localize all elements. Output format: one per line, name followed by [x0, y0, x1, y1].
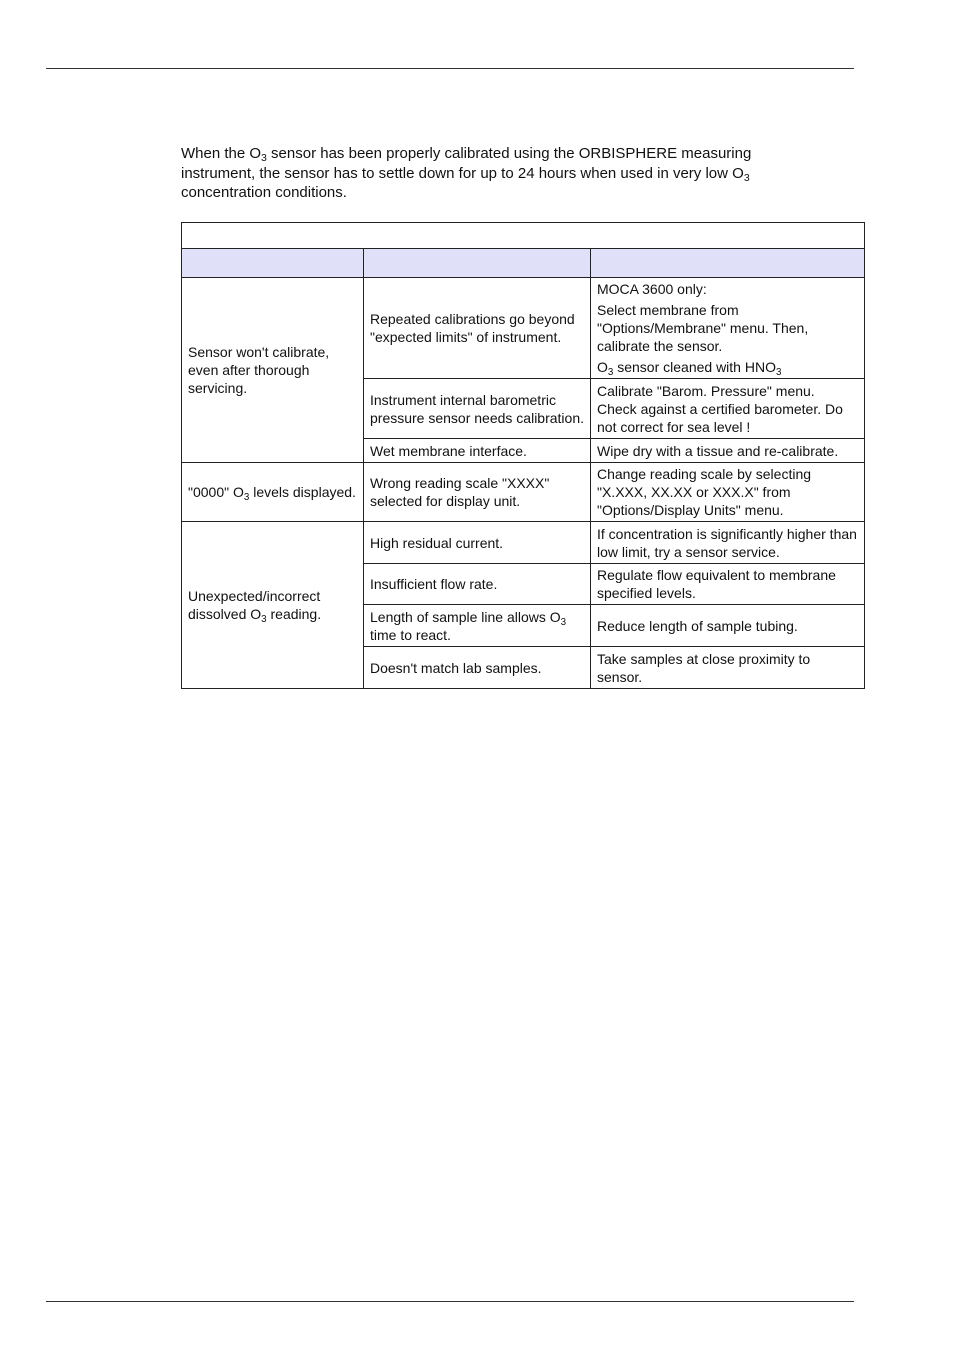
remedy-cell: If concentration is significantly higher than low limit, try a sensor service.	[591, 522, 865, 564]
cause-cell: Doesn't match lab samples.	[364, 647, 591, 689]
cause-cell: Repeated calibrations go beyond "expected limits" of instrument.	[364, 278, 591, 379]
remedy-cell: Calibrate "Barom. Pressure" menu. Check against a certified barometer. Do not correct for sea level !	[591, 379, 865, 439]
troubleshooting-table	[181, 222, 865, 689]
remedy-cell: Reduce length of sample tubing.	[591, 605, 865, 647]
cause-cell: Wrong reading scale "XXXX" selected for display unit.	[364, 463, 591, 522]
table-header-row	[182, 249, 865, 278]
problem-cell: Unexpected/incorrect dissolved $O_3$ reading.	[182, 522, 364, 689]
remedy-cell: Take samples at close proximity to sensor.	[591, 647, 865, 689]
table-title-row	[182, 223, 865, 249]
cause-cell: Insufficient flow rate.	[364, 564, 591, 605]
cause-cell: Length of sample line allows $O_3$ time to react.	[364, 605, 591, 647]
cause-cell: Instrument internal barometric pressure sensor needs calibration.	[364, 379, 591, 439]
remedy-cell: Regulate flow equivalent to membrane specified levels.	[591, 564, 865, 605]
problem-cell: "0000" $O_3$ levels displayed.	[182, 463, 364, 522]
table-row	[182, 278, 865, 379]
remedy-cell: MOCA 3600 only: Select membrane from "Options/Membrane" menu. Then, calibrate the sensor. $O_3$ sensor cleaned with $HNO_3$	[591, 278, 865, 379]
header-remedy	[591, 249, 865, 278]
header-cause	[364, 249, 591, 278]
table-row	[182, 522, 865, 564]
header-problem	[182, 249, 364, 278]
problem-cell: Sensor won't calibrate, even after thorough servicing.	[182, 278, 364, 463]
intro-paragraph: When the $O_3$ sensor has been properly calibrated using the ORBISPHERE measuring instrument, the sensor has to settle down for up to 24 hours when used in very low $O_3$ concentration conditions.	[181, 145, 752, 201]
header-rule	[46, 68, 854, 69]
table-title	[182, 223, 865, 249]
remedy-cell: Wipe dry with a tissue and re-calibrate.	[591, 439, 865, 463]
remedy-cell: Change reading scale by selecting "X.XXX, XX.XX or XXX.X" from "Options/Display Units" menu.	[591, 463, 865, 522]
cause-cell: High residual current.	[364, 522, 591, 564]
table-row	[182, 463, 865, 522]
footer-rule	[46, 1301, 854, 1302]
cause-cell: Wet membrane interface.	[364, 439, 591, 463]
